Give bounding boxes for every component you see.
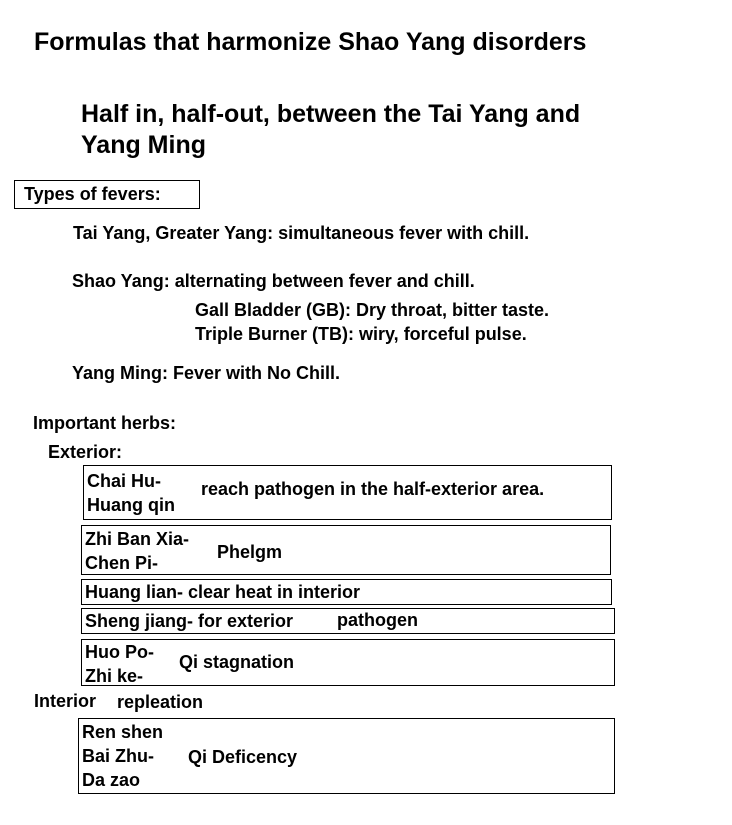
- herb-box-herbs: [85, 640, 154, 688]
- herb-box-sheng-jiang: [81, 608, 615, 634]
- interior-label: Interior: [34, 691, 97, 711]
- herb-box-desc: Qi Deficency: [188, 747, 298, 767]
- shao-yang-text: Shao Yang: alternating between fever and chill.: [72, 271, 475, 291]
- herb-box-herbs: [82, 720, 163, 792]
- herb-box-desc: Phelgm: [217, 542, 283, 562]
- subtitle-line-2: Yang Ming: [81, 131, 206, 159]
- herb-name: Chai Hu-: [87, 471, 161, 491]
- herb-box-desc: reach pathogen in the half-exterior area.: [201, 479, 545, 499]
- yang-ming-text: Yang Ming: Fever with No Chill.: [72, 363, 341, 383]
- page-title: Formulas that harmonize Shao Yang disorders: [34, 28, 587, 56]
- herb-box-text: Sheng jiang- for exterior: [85, 611, 294, 631]
- tai-yang-text: Tai Yang, Greater Yang: simultaneous fever with chill.: [73, 223, 530, 243]
- herb-box-herbs: [85, 527, 189, 575]
- herb-box-desc: pathogen: [337, 610, 418, 630]
- herb-box-text: Huang lian- clear heat in interior: [85, 582, 361, 602]
- gall-bladder-text: Gall Bladder (GB): Dry throat, bitter taste.: [195, 300, 550, 320]
- herb-name: Zhi ke-: [85, 666, 144, 686]
- herb-box-ren-shen: [78, 718, 615, 794]
- exterior-label: Exterior:: [48, 442, 123, 462]
- herb-name: Chen Pi-: [85, 553, 159, 573]
- fevers-heading: Types of fevers:: [24, 184, 161, 204]
- subtitle-line-1: Half in, half-out, between the Tai Yang and: [81, 100, 581, 128]
- herb-name: Da zao: [82, 770, 141, 790]
- fevers-heading-box: [14, 180, 200, 209]
- herbs-heading: Important herbs:: [33, 413, 177, 433]
- herb-name: Zhi Ban Xia-: [85, 529, 190, 549]
- herb-box-herbs: [87, 469, 175, 517]
- herb-box-zhi-ban-xia: [81, 525, 611, 575]
- herb-box-chai-hu: [83, 465, 612, 520]
- herb-name: Huo Po-: [85, 642, 154, 662]
- triple-burner-text: Triple Burner (TB): wiry, forceful pulse.: [195, 324, 527, 344]
- herb-box-huo-po: [81, 639, 615, 686]
- interior-desc: repleation: [117, 692, 204, 712]
- herb-name: Ren shen: [82, 722, 164, 742]
- herb-box-huang-lian: [81, 579, 612, 605]
- herb-name: Bai Zhu-: [82, 746, 154, 766]
- herb-name: Huang qin: [87, 495, 175, 515]
- herb-box-desc: Qi stagnation: [179, 652, 295, 672]
